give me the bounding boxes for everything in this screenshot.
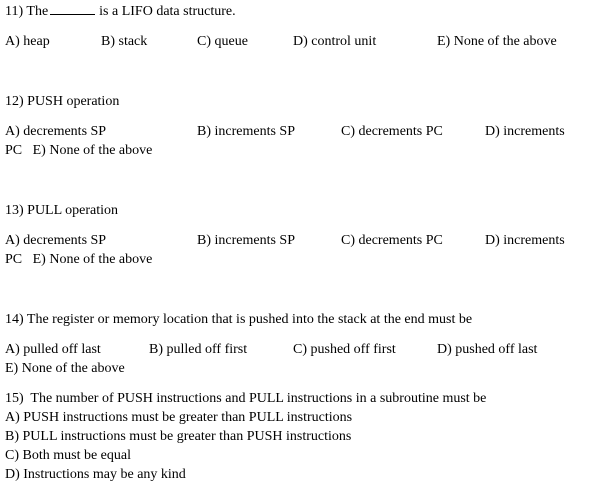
q14-option-d: D) pushed off last [437, 342, 538, 357]
answer-blank [50, 2, 95, 15]
q15-option-d: D) Instructions may be any kind [5, 467, 186, 482]
q15-option-c: C) Both must be equal [5, 448, 131, 463]
question-13-options-cont: PC E) None of the above [5, 252, 153, 267]
q15-option-b: B) PULL instructions must be greater than PUSH instructions [5, 429, 352, 444]
q12-option-a: A) decrements SP [5, 124, 107, 139]
question-11-prefix: 11) The [5, 4, 49, 19]
question-12: 12) PUSH operation [5, 94, 120, 109]
question-13-options [5, 231, 595, 250]
question-12-options-cont: PC E) None of the above [5, 143, 153, 158]
q13-option-b: B) increments SP [197, 233, 295, 248]
question-13: 13) PULL operation [5, 203, 119, 218]
question-11-suffix: is a LIFO data structure. [99, 4, 236, 19]
q14-option-e: E) None of the above [5, 361, 125, 376]
question-11 [5, 2, 236, 21]
q11-option-c: C) queue [197, 34, 248, 49]
q11-option-d: D) control unit [293, 34, 377, 49]
q11-option-e: E) None of the above [437, 34, 557, 49]
question-14-options [5, 340, 595, 359]
q15-option-a: A) PUSH instructions must be greater than PULL instructions [5, 410, 353, 425]
q12-option-c: C) decrements PC [341, 124, 443, 139]
q14-option-a: A) pulled off last [5, 342, 101, 357]
question-12-options [5, 122, 595, 141]
q14-option-c: C) pushed off first [293, 342, 396, 357]
question-15: 15) The number of PUSH instructions and PULL instructions in a subroutine must be [5, 391, 487, 406]
question-11-options [5, 32, 595, 51]
q11-option-a: A) heap [5, 34, 50, 49]
q13-option-d: D) increments [485, 233, 565, 248]
q11-option-b: B) stack [101, 34, 148, 49]
question-14: 14) The register or memory location that is pushed into the stack at the end must be [5, 312, 473, 327]
q13-option-a: A) decrements SP [5, 233, 107, 248]
q12-option-d: D) increments [485, 124, 565, 139]
q14-option-b: B) pulled off first [149, 342, 248, 357]
q12-option-b: B) increments SP [197, 124, 295, 139]
q13-option-c: C) decrements PC [341, 233, 443, 248]
